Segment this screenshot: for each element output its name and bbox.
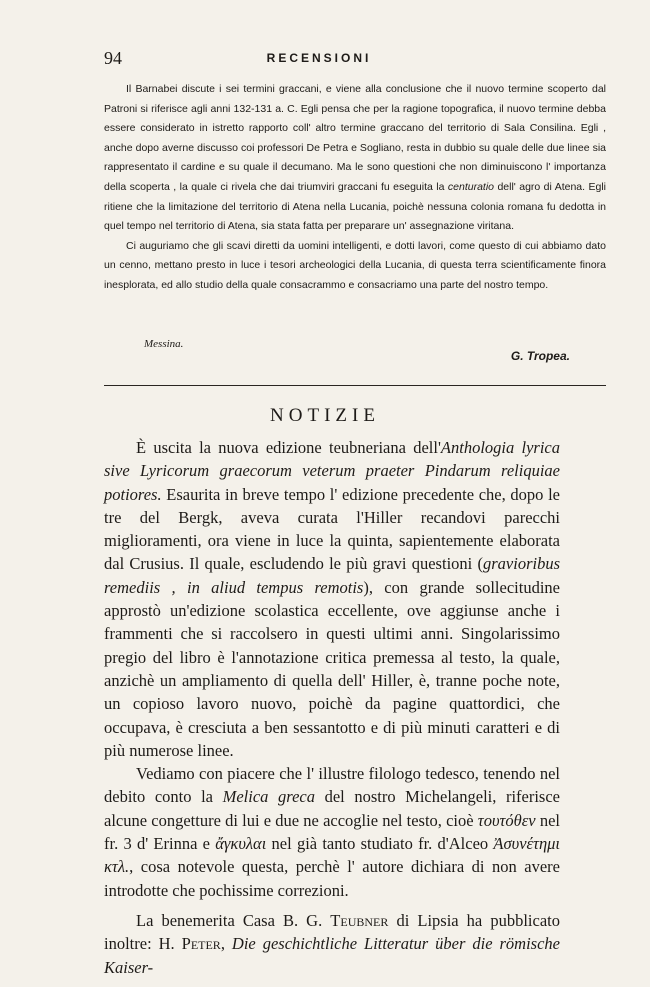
greek-word: ἄγκυλαι — [215, 834, 267, 854]
review-place: Messina. — [144, 338, 184, 350]
book-title: Anthologia lyrica sive Lyricorum graecorum veterum praeter Pindarum reliquiae potiores. — [104, 438, 560, 504]
page-number: 94 — [104, 48, 122, 68]
text-run: nel fr. 3 d' Erinna e — [104, 810, 560, 854]
notizie-text — [104, 436, 560, 979]
notizie-paragraph — [104, 909, 560, 979]
text-run: Esaurita in breve tempo l' edizione precedente che, dopo le tre del Bergk, aveva curata l'Hiller recandovi parecchi miglioramenti, ora viene in luce la quinta, sapientemente elaborata dal Crusius. Il quale, escludendo le più gravi questioni ( — [104, 484, 560, 574]
latin-phrase: gravioribus remediis , in aliud tempus remotis — [104, 554, 560, 597]
greek-word: τουτόθεν — [477, 810, 536, 830]
text-run: , cosa notevole questa, perchè l' autore dichiara di non avere introdotte che pochissime correzioni. — [104, 857, 560, 900]
section-title: NOTIZIE — [270, 405, 380, 426]
text-run: È uscita la nuova edizione teubneriana dell' — [136, 438, 441, 457]
review-text-run: dell' agro di Atena. Egli ritiene che la limitazione del territorio di Atena nella Lucania, poichè nessuna colonia romana fu dedotta in quel tempo nel territorio di Atena, sia stata fatta per preparare un' assegnazione viritana. — [104, 180, 606, 233]
review-text — [104, 80, 606, 296]
text-run: ), con grande sollecitudine approstò un'edizione scolastica eccellente, ove aggiunse anche i frammenti che si raccolsero in questi ultimi anni. Singolarissimo pregio del libro è l'annotazione critica premessa al testo, la quale, anzichè un ampliamento di quella dell' Hiller, è, tranne poche note, un copioso lavoro nuovo, poichè da pagine quattordici, che occupava, è cresciuta a ben sessantotto e di più minuti caratteri e di più numerose linee. — [104, 577, 560, 760]
notizie-paragraph — [104, 436, 560, 762]
book-title: Melica greca — [222, 787, 315, 807]
author-name: Peter — [181, 934, 221, 954]
review-paragraph — [104, 80, 606, 237]
review-italic-term: centuratio — [447, 180, 495, 193]
publisher-name: Teubner — [330, 910, 389, 930]
text-run: La benemerita Casa B. G. — [136, 910, 331, 930]
notizie-paragraph — [104, 762, 560, 902]
review-signature: G. Tropea. — [510, 349, 570, 363]
text-run: Vediamo con piacere che l' illustre filologo tedesco, tenendo nel debito conto la — [104, 764, 560, 807]
text-run: del nostro Michelangeli, riferisce alcune congetture di lui e due ne accoglie nel testo, cioè — [104, 787, 560, 830]
text-run: nel già tanto studiato fr. d'Alceo — [266, 834, 494, 854]
text-run: di Lipsia ha pubblicato inoltre: H. — [104, 910, 560, 954]
running-head: RECENSIONI — [266, 51, 372, 65]
page-header — [104, 48, 534, 72]
greek-word: Ἀσυνέτημι κτλ. — [104, 834, 560, 877]
review-text-run: Il Barnabei discute i sei termini graccani, e viene alla conclusione che il nuovo termine scoperto dal Patroni si riferisce agli anni 132-131 a. C. Egli pensa che per la ragione topografica, il nuovo termine debba essere considerato in istretto rapporto coll' altro termine graccano del territorio di Sala Consilina. Egli , anche dopo averne discusso coi professori De Petra e Sogliano, resta in dubbio su quale delle due linee sia rappresentato il cardine e su quale il decumano. Ma le sono questioni che non diminuiscono l' importanza della scoperta , la quale ci rivela che dai triumviri graccani fu eseguita la — [104, 83, 606, 193]
book-title: Die geschichtliche Litteratur über die römische Kaiser- — [104, 934, 561, 977]
review-paragraph: Ci auguriamo che gli scavi diretti da uomini intelligenti, e dotti lavori, come questo di cui abbiamo dato un cenno, mettano presto in luce i tesori archeologici della Lucania, di questa terra scientificamente finora inesplorata, ed allo studio della quale consacrammo e consacriamo una parte del nostro tempo. — [104, 239, 606, 291]
section-divider — [104, 385, 606, 386]
text-run: , — [220, 934, 232, 954]
